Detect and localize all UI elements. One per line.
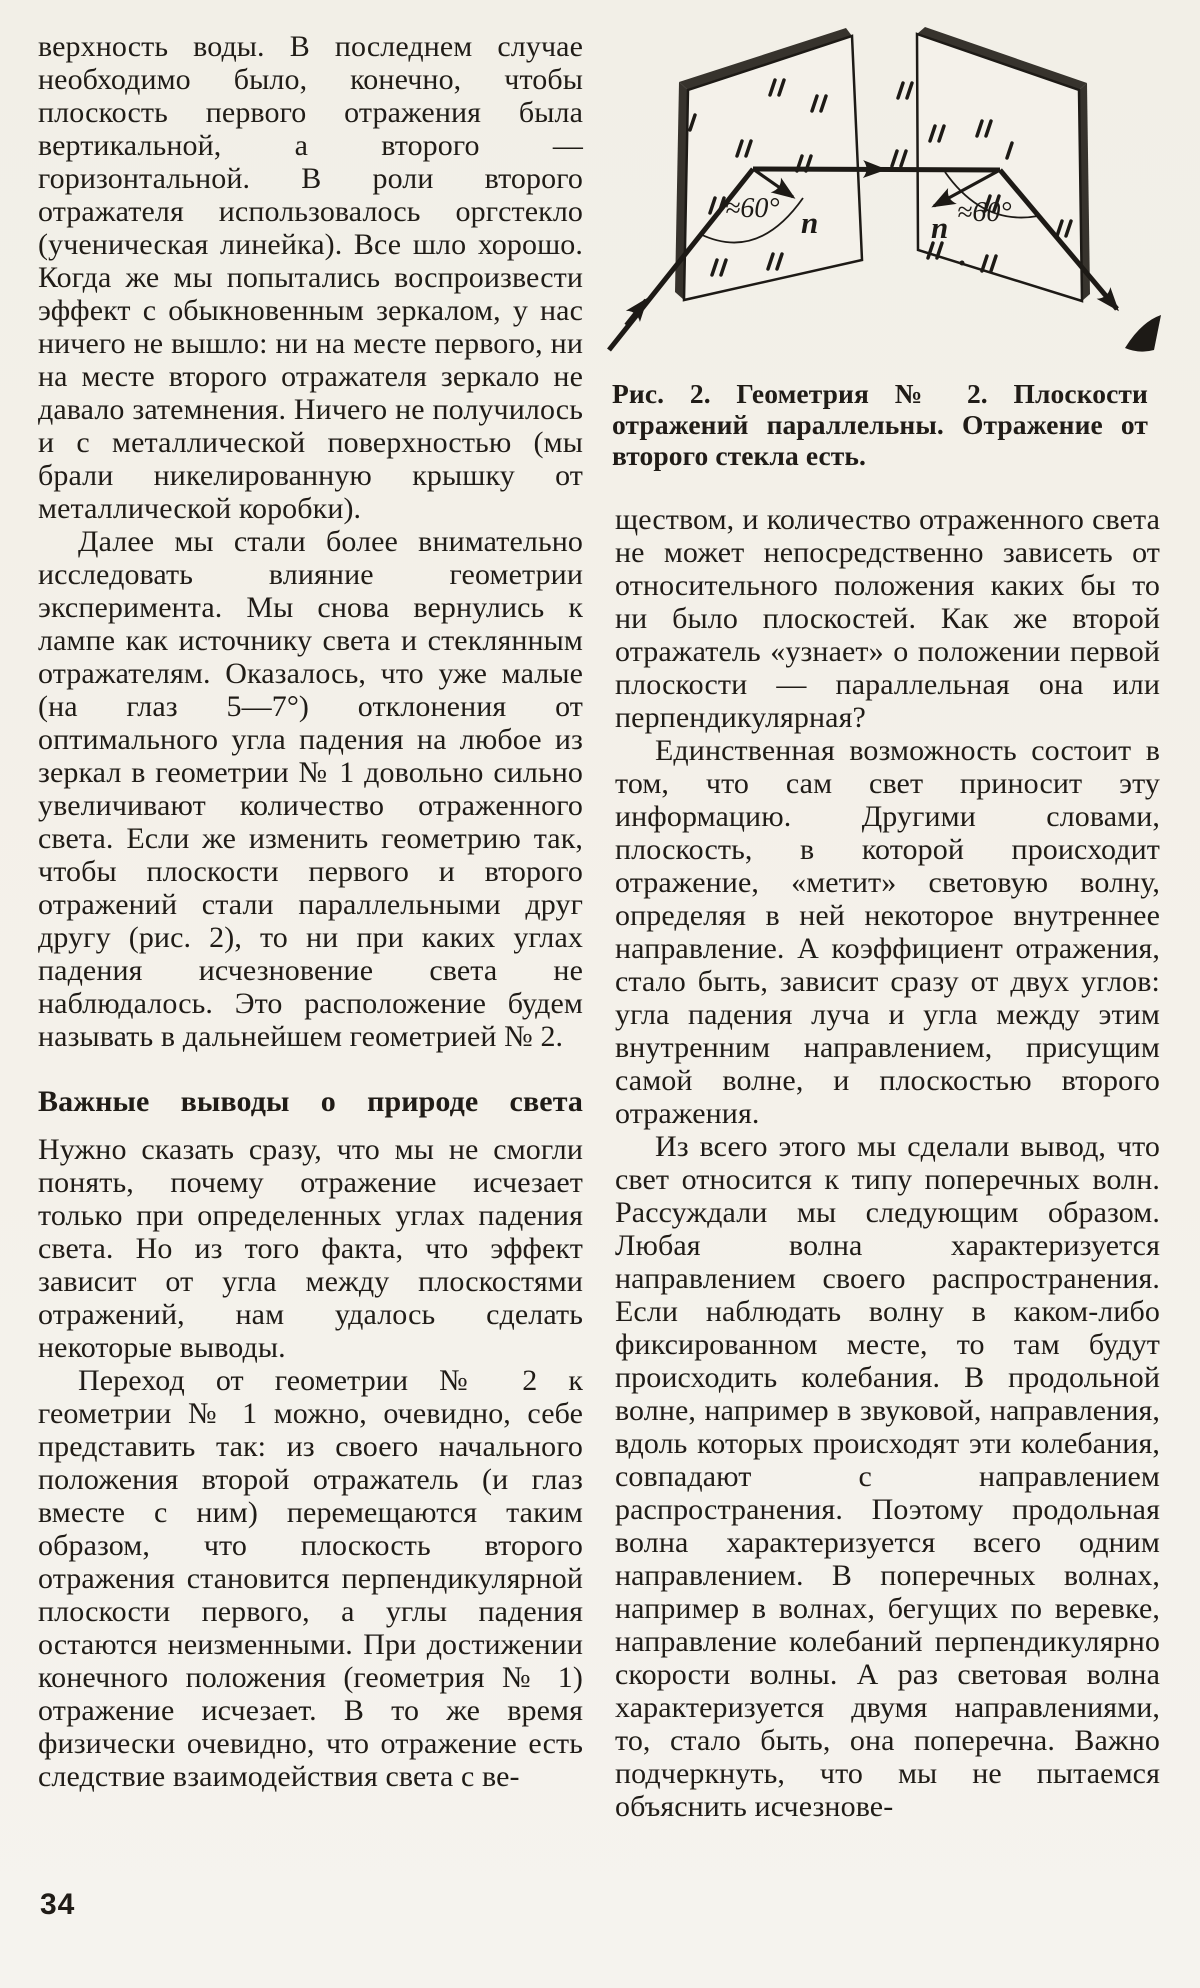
right-glass-plate bbox=[892, 27, 1090, 301]
paragraph: ществом, и количество отраженного света не может непосредственно зависеть от относительного положения каких бы то ни было плоскостей. Как же второй отражатель «узнает» о положении первой плоскости — параллельная она или перпендикулярная? bbox=[615, 503, 1160, 734]
right-angle-label: ≈60° bbox=[957, 197, 1012, 228]
paragraph: верхность воды. В последнем случае необходимо было, конечно, чтобы плоскость первого отражения была вертикальной, а второго — горизонтальной. В роли второго отражателя использовалось оргстекло (ученическая линейка). Все шло хорошо. Когда же мы попытались воспроизвести эффект с обыкновенным зеркалом, у нас ничего не вышло: ни на месте первого, ни на месте второго отражателя зеркало не давало затемнения. Ничего не получилось и с металлической поверхностью (мы брали никелированную крышку от металлической коробки). bbox=[38, 30, 583, 525]
left-angle-label: ≈60° bbox=[725, 193, 780, 224]
paragraph: Из всего этого мы сделали вывод, что свет относится к типу поперечных волн. Рассуждали мы следующим образом. Любая волна характеризуется направлением своего распространения. Если наблюдать волну в каком-либо фиксированном месте, то там будут происходить колебания. В продольной волне, например в звуковой, направления, вдоль которых происходят эти колебания, совпадают с направлением распространения. Поэтому продольная волна характеризуется всего одним направлением. В поперечных волнах, например в волнах, бегущих по веревке, направление колебаний перпендикулярно скорости волны. А раз световая волна характеризуется двумя направлениями, то, стало быть, она поперечна. Важно подчеркнуть, что мы не пытаемся объяснить исчезнове- bbox=[615, 1130, 1160, 1823]
incident-ray-arrow bbox=[626, 300, 646, 325]
page-number: 34 bbox=[40, 1888, 76, 1921]
figure-diagram bbox=[598, 14, 1180, 370]
right-normal-label: n bbox=[931, 210, 949, 245]
middle-ray-arrow bbox=[860, 169, 884, 170]
geometry-2-diagram bbox=[598, 14, 1180, 370]
speck bbox=[960, 261, 965, 266]
paragraph: Единственная возможность состоит в том, что сам свет приносит эту информацию. Другими словами, плоскость, в которой происходит отражение, «метит» световую волну, определяя в ней некоторое внутреннее направление. А коэффициент отражения, стало быть, зависит сразу от двух углов: угла падения луча и угла между этим внутренним направлением, присущим самой волне, и плоскостью второго отражения. bbox=[615, 734, 1160, 1130]
left-glass-plate bbox=[675, 28, 862, 300]
section-heading: Важные выводы о природе света bbox=[38, 1085, 583, 1118]
right-column bbox=[615, 503, 1160, 1823]
paragraph: Далее мы стали более внимательно исследовать влияние геометрии эксперимента. Мы снова вернулись к лампе как источнику света и стеклянным отражателям. Оказалось, что уже малые (на глаз 5—7°) отклонения от оптимального угла падения на любое из зеркал в геометрии № 1 довольно сильно увеличивают количество отраженного света. Если же изменить геометрию так, чтобы плоскости первого и второго отражений стали параллельными друг другу (рис. 2), то ни при каких углах падения исчезновение света не наблюдалось. Это расположение будем называть в дальнейшем геометрией № 2. bbox=[38, 525, 583, 1053]
paragraph: Переход от геометрии № 2 к геометрии № 1 можно, очевидно, себе представить так: из своего начального положения второй отражатель (и глаз вместе с ним) перемещаются таким образом, что плоскость второго отражения становится перпендикулярной плоскости первого, а углы падения остаются неизменными. При достижении конечного положения (геометрия № 1) отражение исчезает. В то же время физически очевидно, что отражение есть следствие взаимодействия света с ве- bbox=[38, 1364, 583, 1793]
eye-icon bbox=[1125, 315, 1161, 352]
left-column bbox=[38, 30, 583, 1793]
left-normal-label: n bbox=[801, 205, 819, 240]
figure-caption: Рис. 2. Геометрия № 2. Плоскости отражений параллельны. Отражение от второго стекла есть. bbox=[612, 378, 1148, 471]
paragraph: Нужно сказать сразу, что мы не смогли понять, почему отражение исчезает только при определенных углах падения света. Но из того факта, что эффект зависит от угла между плоскостями отражений, нам удалось сделать некоторые выводы. bbox=[38, 1133, 583, 1364]
